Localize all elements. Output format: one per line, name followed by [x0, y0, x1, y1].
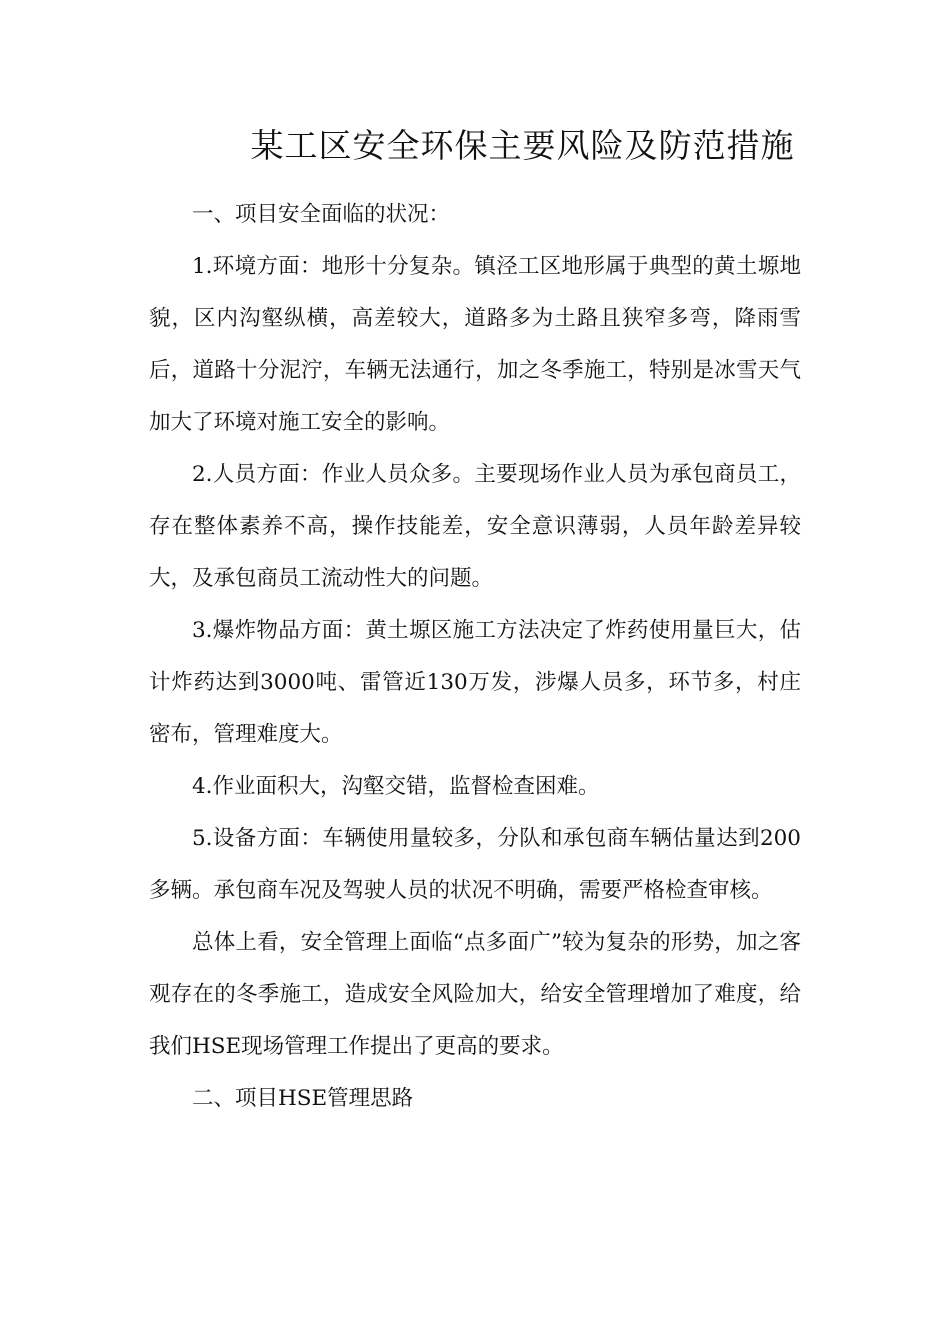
- paragraph-equipment: 5.设备方面：车辆使用量较多，分队和承包商车辆估量达到200多辆。承包商车况及驾驶人员的状况不明确，需要严格检查审核。: [149, 826, 801, 903]
- document-title: 某工区安全环保主要风险及防范措施: [250, 126, 795, 165]
- paragraph-explosives: 3.爆炸物品方面：黄土塬区施工方法决定了炸药使用量巨大，估计炸药达到3000吨、雷管近130万发，涉爆人员多，环节多，村庄密布，管理难度大。: [149, 618, 801, 747]
- paragraph-summary: 总体上看，安全管理上面临“点多面广”较为复杂的形势，加之客观存在的冬季施工，造成安全风险加大，给安全管理增加了难度，给我们HSE现场管理工作提出了更高的要求。: [149, 930, 801, 1059]
- document-body: [149, 189, 801, 1125]
- section-heading-2: 二、项目HSE管理思路: [192, 1086, 414, 1111]
- paragraph-personnel: 2.人员方面：作业人员众多。主要现场作业人员为承包商员工，存在整体素养不高，操作技能差，安全意识薄弱，人员年龄差异较大，及承包商员工流动性大的问题。: [149, 462, 801, 591]
- paragraph-environment: 1.环境方面：地形十分复杂。镇泾工区地形属于典型的黄土塬地貌，区内沟壑纵横，高差较大，道路多为土路且狭窄多弯，降雨雪后，道路十分泥泞，车辆无法通行，加之冬季施工，特别是冰雪天气加大了环境对施工安全的影响。: [149, 254, 801, 435]
- paragraph-work-area: 4.作业面积大，沟壑交错，监督检查困难。: [192, 774, 600, 799]
- section-heading-1: 一、项目安全面临的状况：: [192, 202, 451, 227]
